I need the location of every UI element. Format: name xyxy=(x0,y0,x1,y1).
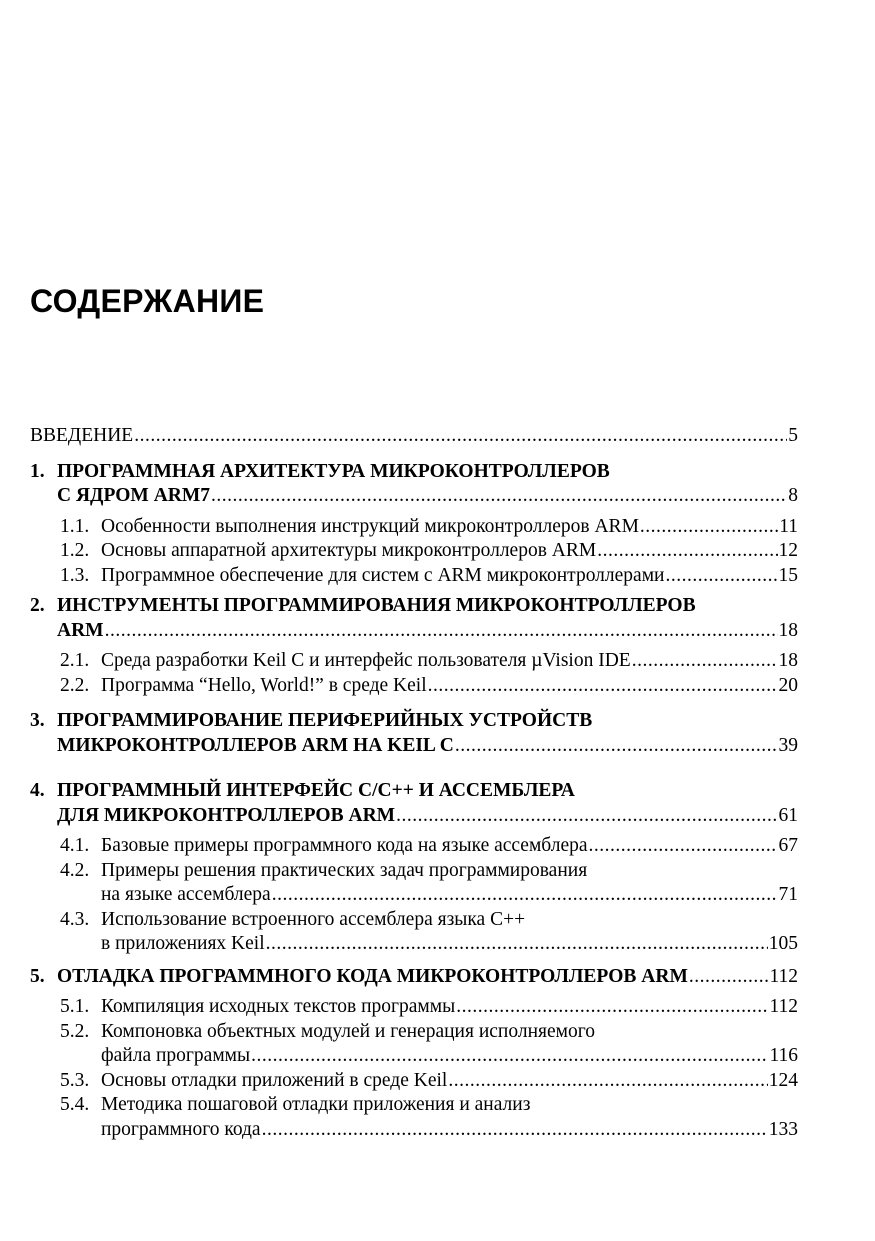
toc-entry-text xyxy=(30,424,798,449)
toc-entry-text xyxy=(57,594,798,643)
dot-leader xyxy=(456,995,768,1020)
toc-entry-title: Основы отладки приложений в среде Keil xyxy=(101,1069,448,1091)
toc-entry-title: в приложениях Keil xyxy=(101,933,265,954)
toc-entry-text xyxy=(101,834,798,859)
toc-page-number: 112 xyxy=(769,965,798,987)
toc-entry-title: ВВЕДЕНИЕ xyxy=(30,425,134,446)
toc-entry-title: Базовые примеры программного кода на языке ассемблера xyxy=(101,835,588,856)
toc-page-number: 67 xyxy=(778,835,798,856)
toc-entry-title: Среда разработки Keil C и интерфейс пользователя µVision IDE xyxy=(101,650,631,671)
toc-entry-line: ПРОГРАММНАЯ АРХИТЕКТУРА МИКРОКОНТРОЛЛЕРОВ xyxy=(57,460,610,482)
toc-entry-text xyxy=(101,515,798,540)
toc-entry-number: 5.3. xyxy=(60,1069,90,1091)
toc-page-number: 112 xyxy=(769,996,798,1017)
toc-entry-text xyxy=(101,908,798,957)
toc-entry-number: 4. xyxy=(30,780,45,801)
dot-leader xyxy=(665,564,777,589)
toc-entry-text xyxy=(101,649,798,674)
toc-section-entry[interactable] xyxy=(30,908,798,957)
toc-page-number: 8 xyxy=(788,485,798,506)
table-of-contents xyxy=(30,424,798,1142)
toc-entry-leader-line xyxy=(101,932,798,957)
toc-entry-title: Основы аппаратной архитектуры микроконтроллеров ARM xyxy=(101,540,597,561)
toc-entry-leader-line xyxy=(101,539,798,564)
dot-leader xyxy=(134,424,787,449)
dot-leader xyxy=(211,484,787,509)
toc-entry-title: ARM xyxy=(57,619,104,641)
toc-section-entry[interactable] xyxy=(30,995,798,1020)
toc-page-number: 18 xyxy=(778,650,798,671)
toc-entry-text xyxy=(101,564,798,589)
toc-section-entry[interactable] xyxy=(30,674,798,699)
toc-entry-text xyxy=(101,995,798,1020)
toc-entry-title: ДЛЯ МИКРОКОНТРОЛЛЕРОВ ARM xyxy=(57,804,396,826)
toc-entry-text xyxy=(101,859,798,908)
toc-entry-line: Использование встроенного ассемблера языка C++ xyxy=(101,908,526,930)
toc-entry-leader-line xyxy=(101,1069,798,1094)
toc-entry-text xyxy=(57,779,798,828)
toc-entry-text xyxy=(101,1020,798,1069)
toc-section-entry[interactable] xyxy=(30,834,798,859)
toc-page-number: 133 xyxy=(768,1118,798,1140)
toc-entry-leader-line xyxy=(101,649,798,674)
toc-page-number: 116 xyxy=(769,1045,798,1066)
toc-entry-leader-line xyxy=(57,965,798,990)
toc-entry-title: программного кода xyxy=(101,1118,261,1140)
toc-entry-leader-line xyxy=(57,734,798,759)
toc-entry-number: 4.1. xyxy=(60,835,90,856)
toc-entry-number: 5.2. xyxy=(60,1020,90,1042)
toc-section-entry[interactable] xyxy=(30,564,798,589)
toc-entry-title: С ЯДРОМ ARM7 xyxy=(57,485,211,506)
toc-entry-line: Примеры решения практических задач программирования xyxy=(101,859,588,881)
toc-entry-leader-line xyxy=(101,674,798,699)
toc-entry-line: ПРОГРАММИРОВАНИЕ ПЕРИФЕРИЙНЫХ УСТРОЙСТВ xyxy=(57,710,593,731)
toc-section-entry[interactable] xyxy=(30,649,798,674)
dot-leader xyxy=(448,1069,767,1094)
toc-entry-text xyxy=(101,674,798,699)
toc-entry-number: 2.1. xyxy=(60,650,90,671)
toc-section-entry[interactable] xyxy=(30,859,798,908)
toc-entry-text xyxy=(57,709,798,758)
toc-entry-text xyxy=(101,539,798,564)
toc-page-number: 20 xyxy=(778,674,798,696)
toc-entry-number: 2.2. xyxy=(60,674,90,696)
toc-entry-text xyxy=(57,965,798,990)
toc-section-entry[interactable] xyxy=(30,1020,798,1069)
toc-chapter-entry[interactable] xyxy=(30,424,798,449)
dot-leader xyxy=(455,734,778,759)
toc-entry-number: 1.2. xyxy=(60,540,90,561)
toc-section-entry[interactable] xyxy=(30,539,798,564)
toc-entry-number: 5.1. xyxy=(60,996,90,1017)
toc-entry-line: ИНСТРУМЕНТЫ ПРОГРАММИРОВАНИЯ МИКРОКОНТРОЛЛЕРОВ xyxy=(57,595,696,616)
toc-entry-text xyxy=(57,460,798,509)
dot-leader xyxy=(251,1044,768,1069)
toc-entry-leader-line xyxy=(101,834,798,859)
toc-chapter-entry[interactable] xyxy=(30,779,798,828)
toc-entry-title: файла программы xyxy=(101,1045,251,1066)
dot-leader xyxy=(640,515,778,540)
dot-leader xyxy=(272,883,778,908)
page-title: СОДЕРЖАНИЕ xyxy=(30,283,265,319)
toc-entry-number: 4.2. xyxy=(60,859,90,881)
toc-entry-number: 5.4. xyxy=(60,1094,90,1115)
toc-entry-leader-line xyxy=(101,564,798,589)
toc-section-entry[interactable] xyxy=(30,1069,798,1094)
toc-page-number: 15 xyxy=(778,564,798,586)
toc-entry-number: 5. xyxy=(30,965,45,987)
toc-entry-title: Особенности выполнения инструкций микроконтроллеров ARM xyxy=(101,515,639,537)
toc-entry-title: на языке ассемблера xyxy=(101,884,271,905)
dot-leader xyxy=(396,804,777,829)
dot-leader xyxy=(262,1118,768,1143)
toc-entry-number: 2. xyxy=(30,595,45,616)
toc-entry-number: 1. xyxy=(30,460,45,482)
toc-page-number: 11 xyxy=(779,515,798,537)
toc-entry-leader-line xyxy=(57,484,798,509)
toc-chapter-entry[interactable] xyxy=(30,460,798,509)
toc-entry-number: 1.3. xyxy=(60,564,90,586)
toc-chapter-entry[interactable] xyxy=(30,594,798,643)
toc-entry-line: Методика пошаговой отладки приложения и анализ xyxy=(101,1094,531,1115)
toc-chapter-entry[interactable] xyxy=(30,709,798,758)
toc-page-number: 39 xyxy=(778,734,798,756)
toc-entry-leader-line xyxy=(57,804,798,829)
toc-page-number: 18 xyxy=(778,619,798,641)
toc-page-number: 61 xyxy=(778,804,798,826)
dot-leader xyxy=(266,932,768,957)
toc-entry-number: 3. xyxy=(30,710,45,731)
toc-entry-line: Компоновка объектных модулей и генерация исполняемого xyxy=(101,1020,595,1042)
toc-page-number: 12 xyxy=(778,540,798,561)
toc-entry-title: МИКРОКОНТРОЛЛЕРОВ ARM НА KEIL C xyxy=(57,734,454,756)
toc-entry-title: Программное обеспечение для систем с ARM микроконтроллерами xyxy=(101,564,665,586)
toc-section-entry[interactable] xyxy=(30,515,798,540)
toc-entry-leader-line xyxy=(101,1044,798,1069)
toc-entry-text xyxy=(101,1069,798,1094)
toc-page-number: 105 xyxy=(768,933,798,954)
toc-page-number: 124 xyxy=(768,1069,798,1091)
dot-leader xyxy=(589,834,778,859)
toc-entry-leader-line xyxy=(30,424,798,449)
dot-leader xyxy=(597,539,777,564)
dot-leader xyxy=(105,619,778,644)
toc-entry-leader-line xyxy=(101,995,798,1020)
toc-entry-leader-line xyxy=(101,515,798,540)
toc-entry-leader-line xyxy=(57,619,798,644)
toc-entry-leader-line xyxy=(101,883,798,908)
dot-leader xyxy=(428,674,778,699)
toc-entry-number: 1.1. xyxy=(60,515,90,537)
toc-page-number: 5 xyxy=(788,425,798,446)
toc-section-entry[interactable] xyxy=(30,1093,798,1142)
toc-entry-leader-line xyxy=(101,1118,798,1143)
toc-entry-text xyxy=(101,1093,798,1142)
toc-entry-title: ОТЛАДКА ПРОГРАММНОГО КОДА МИКРОКОНТРОЛЛЕРОВ ARM xyxy=(57,965,688,987)
toc-entry-title: Компиляция исходных текстов программы xyxy=(101,996,456,1017)
dot-leader xyxy=(632,649,778,674)
toc-entry-number: 4.3. xyxy=(60,908,90,930)
toc-entry-title: Программа “Hello, World!” в среде Keil xyxy=(101,674,427,696)
dot-leader xyxy=(689,965,769,990)
toc-entry-line: ПРОГРАММНЫЙ ИНТЕРФЕЙС C/C++ И АССЕМБЛЕРА xyxy=(57,780,575,801)
toc-chapter-entry[interactable] xyxy=(30,965,798,990)
toc-page-number: 71 xyxy=(778,884,798,905)
